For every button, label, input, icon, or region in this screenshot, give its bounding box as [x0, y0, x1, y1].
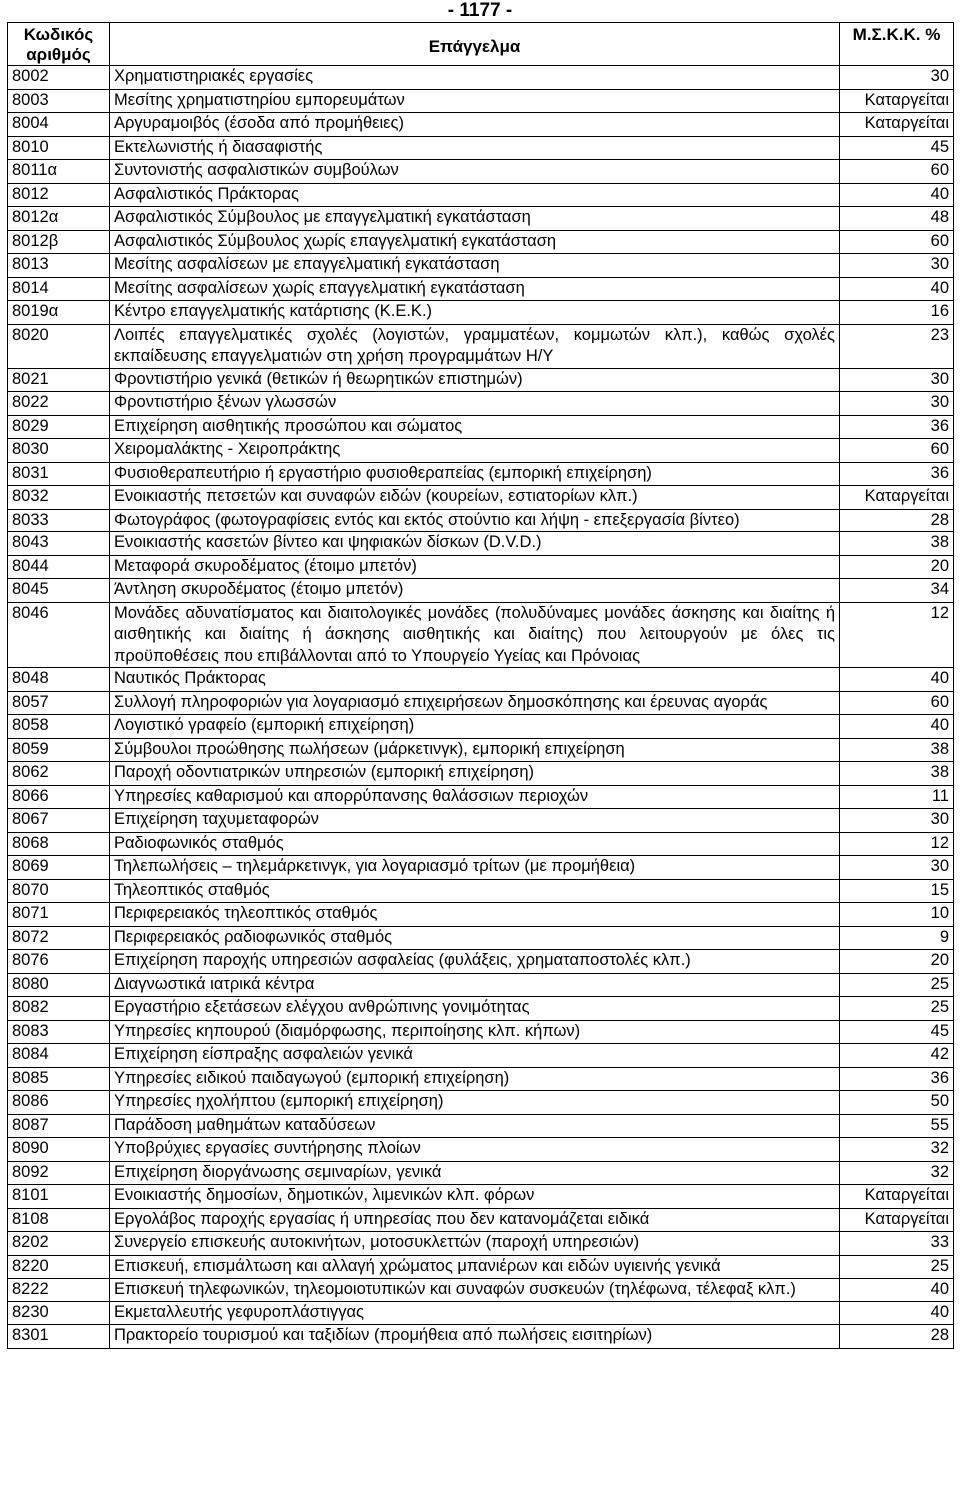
cell-rate: 30 — [840, 856, 954, 880]
header-code: Κωδικός αριθμός — [8, 23, 110, 66]
cell-rate: 40 — [840, 183, 954, 207]
cell-description: Ενοικιαστής κασετών βίντεο και ψηφιακών δίσκων (D.V.D.) — [110, 532, 840, 556]
cell-code: 8301 — [8, 1325, 110, 1349]
cell-rate: 25 — [840, 1255, 954, 1279]
table-row — [8, 89, 954, 113]
table-row — [8, 903, 954, 927]
cell-rate: 30 — [840, 392, 954, 416]
cell-code: 8092 — [8, 1161, 110, 1185]
cell-code: 8058 — [8, 715, 110, 739]
cell-code: 8033 — [8, 509, 110, 532]
cell-code: 8062 — [8, 762, 110, 786]
cell-rate: 10 — [840, 903, 954, 927]
table-row — [8, 926, 954, 950]
cell-rate: 48 — [840, 207, 954, 231]
cell-rate: 55 — [840, 1114, 954, 1138]
cell-description: Επισκευή, επισμάλτωση και αλλαγή χρώματος μπανιέρων και ειδών υγιεινής γενικά — [110, 1255, 840, 1279]
cell-rate: 20 — [840, 555, 954, 579]
table-row — [8, 973, 954, 997]
table-row — [8, 113, 954, 137]
cell-rate: 32 — [840, 1161, 954, 1185]
cell-rate: 25 — [840, 973, 954, 997]
table-row — [8, 762, 954, 786]
cell-rate: 42 — [840, 1044, 954, 1068]
cell-code: 8220 — [8, 1255, 110, 1279]
cell-code: 8085 — [8, 1067, 110, 1091]
table-row — [8, 1208, 954, 1232]
cell-description: Περιφερειακός ραδιοφωνικός σταθμός — [110, 926, 840, 950]
cell-code: 8046 — [8, 602, 110, 668]
cell-description: Χειρομαλάκτης - Χειροπράκτης — [110, 439, 840, 463]
table-row — [8, 1114, 954, 1138]
cell-rate: Καταργείται — [840, 89, 954, 113]
cell-code: 8072 — [8, 926, 110, 950]
table-row — [8, 66, 954, 90]
table-row — [8, 1325, 954, 1349]
cell-code: 8067 — [8, 809, 110, 833]
table-row — [8, 207, 954, 231]
cell-code: 8022 — [8, 392, 110, 416]
cell-description: Κέντρο επαγγελματικής κατάρτισης (Κ.Ε.Κ.) — [110, 301, 840, 325]
table-row — [8, 1301, 954, 1325]
cell-code: 8230 — [8, 1301, 110, 1325]
cell-rate: 36 — [840, 415, 954, 439]
cell-rate: 38 — [840, 738, 954, 762]
table-row — [8, 809, 954, 833]
table-row — [8, 1138, 954, 1162]
cell-description: Αργυραμοιβός (έσοδα από προμήθειες) — [110, 113, 840, 137]
cell-code: 8076 — [8, 950, 110, 974]
cell-description: Λοιπές επαγγελματικές σχολές (λογιστών, γραμματέων, κομμωτών κλπ.), καθώς σχολές εκπαίδευσης επαγγελματιών στη χρήση προγραμμάτων Η/Υ — [110, 324, 840, 368]
cell-code: 8021 — [8, 368, 110, 392]
cell-description: Εκμεταλλευτής γεφυροπλάστιγγας — [110, 1301, 840, 1325]
table-row — [8, 183, 954, 207]
cell-rate: 11 — [840, 785, 954, 809]
cell-description: Ραδιοφωνικός σταθμός — [110, 832, 840, 856]
cell-description: Ασφαλιστικός Σύμβουλος με επαγγελματική εγκατάσταση — [110, 207, 840, 231]
table-row — [8, 555, 954, 579]
cell-code: 8031 — [8, 462, 110, 486]
cell-description: Συντονιστής ασφαλιστικών συμβούλων — [110, 160, 840, 184]
cell-description: Συλλογή πληροφοριών για λογαριασμό επιχειρήσεων δημοσκόπησης και έρευνας αγοράς — [110, 691, 840, 715]
table-row — [8, 486, 954, 510]
cell-description: Μεσίτης ασφαλίσεων χωρίς επαγγελματική εγκατάσταση — [110, 277, 840, 301]
cell-description: Μεσίτης χρηματιστηρίου εμπορευμάτων — [110, 89, 840, 113]
cell-description: Υπηρεσίες κηπουρού (διαμόρφωσης, περιποίησης κλπ. κήπων) — [110, 1020, 840, 1044]
cell-code: 8012β — [8, 230, 110, 254]
table-row — [8, 1044, 954, 1068]
cell-code: 8019α — [8, 301, 110, 325]
table-row — [8, 301, 954, 325]
cell-rate: Καταργείται — [840, 1208, 954, 1232]
cell-rate: 36 — [840, 462, 954, 486]
table-row — [8, 160, 954, 184]
cell-rate: 28 — [840, 1325, 954, 1349]
cell-rate: 28 — [840, 509, 954, 532]
cell-rate: 30 — [840, 254, 954, 278]
table-row — [8, 415, 954, 439]
cell-rate: 50 — [840, 1091, 954, 1115]
cell-rate: 12 — [840, 832, 954, 856]
table-row — [8, 254, 954, 278]
cell-rate: 16 — [840, 301, 954, 325]
table-row — [8, 1161, 954, 1185]
cell-code: 8202 — [8, 1232, 110, 1256]
cell-rate: 45 — [840, 1020, 954, 1044]
cell-description: Ασφαλιστικός Σύμβουλος χωρίς επαγγελματική εγκατάσταση — [110, 230, 840, 254]
cell-code: 8083 — [8, 1020, 110, 1044]
cell-description: Επισκευή τηλεφωνικών, τηλεομοιοτυπικών και συναφών συσκευών (τηλέφωνα, τέλεφαξ κλπ.) — [110, 1279, 840, 1302]
cell-description: Υποβρύχιες εργασίες συντήρησης πλοίων — [110, 1138, 840, 1162]
cell-rate: Καταργείται — [840, 486, 954, 510]
cell-rate: 20 — [840, 950, 954, 974]
occupation-table — [7, 22, 954, 1349]
cell-code: 8066 — [8, 785, 110, 809]
cell-rate: 30 — [840, 66, 954, 90]
cell-description: Χρηματιστηριακές εργασίες — [110, 66, 840, 90]
table-row — [8, 785, 954, 809]
cell-rate: 60 — [840, 691, 954, 715]
table-row — [8, 136, 954, 160]
cell-code: 8029 — [8, 415, 110, 439]
cell-description: Φωτογράφος (φωτογραφίσεις εντός και εκτός στούντιο και λήψη - επεξεργασία βίντεο) — [110, 509, 840, 532]
table-row — [8, 462, 954, 486]
table-row — [8, 832, 954, 856]
table-row — [8, 368, 954, 392]
table-row — [8, 1232, 954, 1256]
cell-code: 8101 — [8, 1185, 110, 1209]
cell-code: 8057 — [8, 691, 110, 715]
cell-rate: 38 — [840, 762, 954, 786]
cell-rate: 40 — [840, 277, 954, 301]
table-row — [8, 950, 954, 974]
cell-rate: 33 — [840, 1232, 954, 1256]
cell-description: Μεσίτης ασφαλίσεων με επαγγελματική εγκατάσταση — [110, 254, 840, 278]
cell-code: 8014 — [8, 277, 110, 301]
table-row — [8, 1185, 954, 1209]
cell-code: 8084 — [8, 1044, 110, 1068]
cell-rate: 9 — [840, 926, 954, 950]
cell-code: 8086 — [8, 1091, 110, 1115]
cell-code: 8002 — [8, 66, 110, 90]
cell-code: 8012 — [8, 183, 110, 207]
cell-rate: Καταργείται — [840, 113, 954, 137]
cell-code: 8004 — [8, 113, 110, 137]
cell-description: Επιχείρηση διοργάνωσης σεμιναρίων, γενικά — [110, 1161, 840, 1185]
cell-code: 8010 — [8, 136, 110, 160]
cell-rate: 36 — [840, 1067, 954, 1091]
cell-rate: 38 — [840, 532, 954, 556]
cell-code: 8069 — [8, 856, 110, 880]
cell-code: 8020 — [8, 324, 110, 368]
cell-rate: 30 — [840, 368, 954, 392]
cell-description: Ενοικιαστής δημοσίων, δημοτικών, λιμενικών κλπ. φόρων — [110, 1185, 840, 1209]
table-row — [8, 439, 954, 463]
cell-code: 8059 — [8, 738, 110, 762]
cell-rate: 32 — [840, 1138, 954, 1162]
cell-description: Τηλεοπτικός σταθμός — [110, 879, 840, 903]
cell-description: Συνεργείο επισκευής αυτοκινήτων, μοτοσυκλεττών (παροχή υπηρεσιών) — [110, 1232, 840, 1256]
cell-description: Επιχείρηση είσπραξης ασφαλειών γενικά — [110, 1044, 840, 1068]
cell-code: 8082 — [8, 997, 110, 1021]
cell-code: 8045 — [8, 579, 110, 603]
cell-description: Υπηρεσίες ηχολήπτου (εμπορική επιχείρηση) — [110, 1091, 840, 1115]
header-rate: Μ.Σ.Κ.Κ. % — [840, 23, 954, 66]
table-row — [8, 509, 954, 532]
cell-rate: 40 — [840, 1301, 954, 1325]
cell-description: Περιφερειακός τηλεοπτικός σταθμός — [110, 903, 840, 927]
cell-code: 8090 — [8, 1138, 110, 1162]
cell-rate: 40 — [840, 1279, 954, 1302]
table-row — [8, 1091, 954, 1115]
cell-description: Άντληση σκυροδέματος (έτοιμο μπετόν) — [110, 579, 840, 603]
cell-code: 8043 — [8, 532, 110, 556]
table-row — [8, 691, 954, 715]
table-row — [8, 738, 954, 762]
cell-description: Υπηρεσίες καθαρισμού και απορρύπανσης θαλάσσιων περιοχών — [110, 785, 840, 809]
cell-description: Ναυτικός Πράκτορας — [110, 668, 840, 692]
table-row — [8, 1255, 954, 1279]
cell-description: Εργολάβος παροχής εργασίας ή υπηρεσίας που δεν κατανομάζεται ειδικά — [110, 1208, 840, 1232]
table-row — [8, 324, 954, 368]
table-row — [8, 879, 954, 903]
table-row — [8, 579, 954, 603]
cell-description: Επιχείρηση αισθητικής προσώπου και σώματος — [110, 415, 840, 439]
cell-rate: 40 — [840, 668, 954, 692]
cell-description: Παράδοση μαθημάτων καταδύσεων — [110, 1114, 840, 1138]
cell-description: Επιχείρηση παροχής υπηρεσιών ασφαλείας (φυλάξεις, χρηματαποστολές κλπ.) — [110, 950, 840, 974]
cell-code: 8070 — [8, 879, 110, 903]
cell-description: Διαγνωστικά ιατρικά κέντρα — [110, 973, 840, 997]
table-row — [8, 230, 954, 254]
cell-code: 8087 — [8, 1114, 110, 1138]
cell-code: 8048 — [8, 668, 110, 692]
table-row — [8, 602, 954, 668]
cell-description: Τηλεπωλήσεις – τηλεμάρκετινγκ, για λογαριασμό τρίτων (με προμήθεια) — [110, 856, 840, 880]
cell-description: Εκτελωνιστής ή διασαφιστής — [110, 136, 840, 160]
cell-description: Σύμβουλοι προώθησης πωλήσεων (μάρκετινγκ), εμπορική επιχείρηση — [110, 738, 840, 762]
table-header-row — [8, 23, 954, 66]
table-row — [8, 532, 954, 556]
cell-description: Φροντιστήριο ξένων γλωσσών — [110, 392, 840, 416]
cell-description: Επιχείρηση ταχυμεταφορών — [110, 809, 840, 833]
page-number: - 1177 - — [447, 0, 513, 21]
table-row — [8, 1279, 954, 1302]
cell-code: 8222 — [8, 1279, 110, 1302]
cell-code: 8080 — [8, 973, 110, 997]
cell-code: 8044 — [8, 555, 110, 579]
cell-code: 8003 — [8, 89, 110, 113]
cell-rate: 30 — [840, 809, 954, 833]
cell-description: Φροντιστήριο γενικά (θετικών ή θεωρητικών επιστημών) — [110, 368, 840, 392]
table-row — [8, 997, 954, 1021]
cell-description: Φυσιοθεραπευτήριο ή εργαστήριο φυσιοθεραπείας (εμπορική επιχείρηση) — [110, 462, 840, 486]
cell-rate: 34 — [840, 579, 954, 603]
cell-code: 8068 — [8, 832, 110, 856]
cell-rate: 45 — [840, 136, 954, 160]
header-description: Επάγγελμα — [110, 23, 840, 66]
cell-rate: Καταργείται — [840, 1185, 954, 1209]
cell-description: Μεταφορά σκυροδέματος (έτοιμο μπετόν) — [110, 555, 840, 579]
cell-code: 8032 — [8, 486, 110, 510]
cell-description: Μονάδες αδυνατίσματος και διαιτολογικές μονάδες (πολυδύναμες μονάδες άσκησης και διαίτης ή αισθητικής και διαίτης ή άσκησης αισθητικής και διαίτης) που λειτουργούν με όλες τις προϋποθέσεις που επιβάλλονται από το Υπουργείο Υγείας και Πρόνοιας — [110, 602, 840, 668]
cell-rate: 15 — [840, 879, 954, 903]
cell-code: 8011α — [8, 160, 110, 184]
cell-rate: 23 — [840, 324, 954, 368]
cell-rate: 60 — [840, 230, 954, 254]
cell-description: Ενοικιαστής πετσετών και συναφών ειδών (κουρείων, εστιατορίων κλπ.) — [110, 486, 840, 510]
cell-code: 8013 — [8, 254, 110, 278]
cell-description: Ασφαλιστικός Πράκτορας — [110, 183, 840, 207]
table-row — [8, 856, 954, 880]
cell-rate: 60 — [840, 439, 954, 463]
cell-rate: 60 — [840, 160, 954, 184]
table-row — [8, 1067, 954, 1091]
table-row — [8, 668, 954, 692]
cell-code: 8030 — [8, 439, 110, 463]
cell-rate: 12 — [840, 602, 954, 668]
cell-description: Εργαστήριο εξετάσεων ελέγχου ανθρώπινης γονιμότητας — [110, 997, 840, 1021]
cell-description: Λογιστικό γραφείο (εμπορική επιχείρηση) — [110, 715, 840, 739]
cell-description: Υπηρεσίες ειδικού παιδαγωγού (εμπορική επιχείρηση) — [110, 1067, 840, 1091]
cell-code: 8108 — [8, 1208, 110, 1232]
table-row — [8, 715, 954, 739]
cell-code: 8012α — [8, 207, 110, 231]
table-row — [8, 1020, 954, 1044]
cell-rate: 40 — [840, 715, 954, 739]
cell-rate: 25 — [840, 997, 954, 1021]
table-row — [8, 392, 954, 416]
cell-description: Παροχή οδοντιατρικών υπηρεσιών (εμπορική επιχείρηση) — [110, 762, 840, 786]
table-row — [8, 277, 954, 301]
cell-code: 8071 — [8, 903, 110, 927]
cell-description: Πρακτορείο τουρισμού και ταξιδίων (προμήθεια από πωλήσεις εισιτηρίων) — [110, 1325, 840, 1349]
table-body — [8, 66, 954, 1349]
